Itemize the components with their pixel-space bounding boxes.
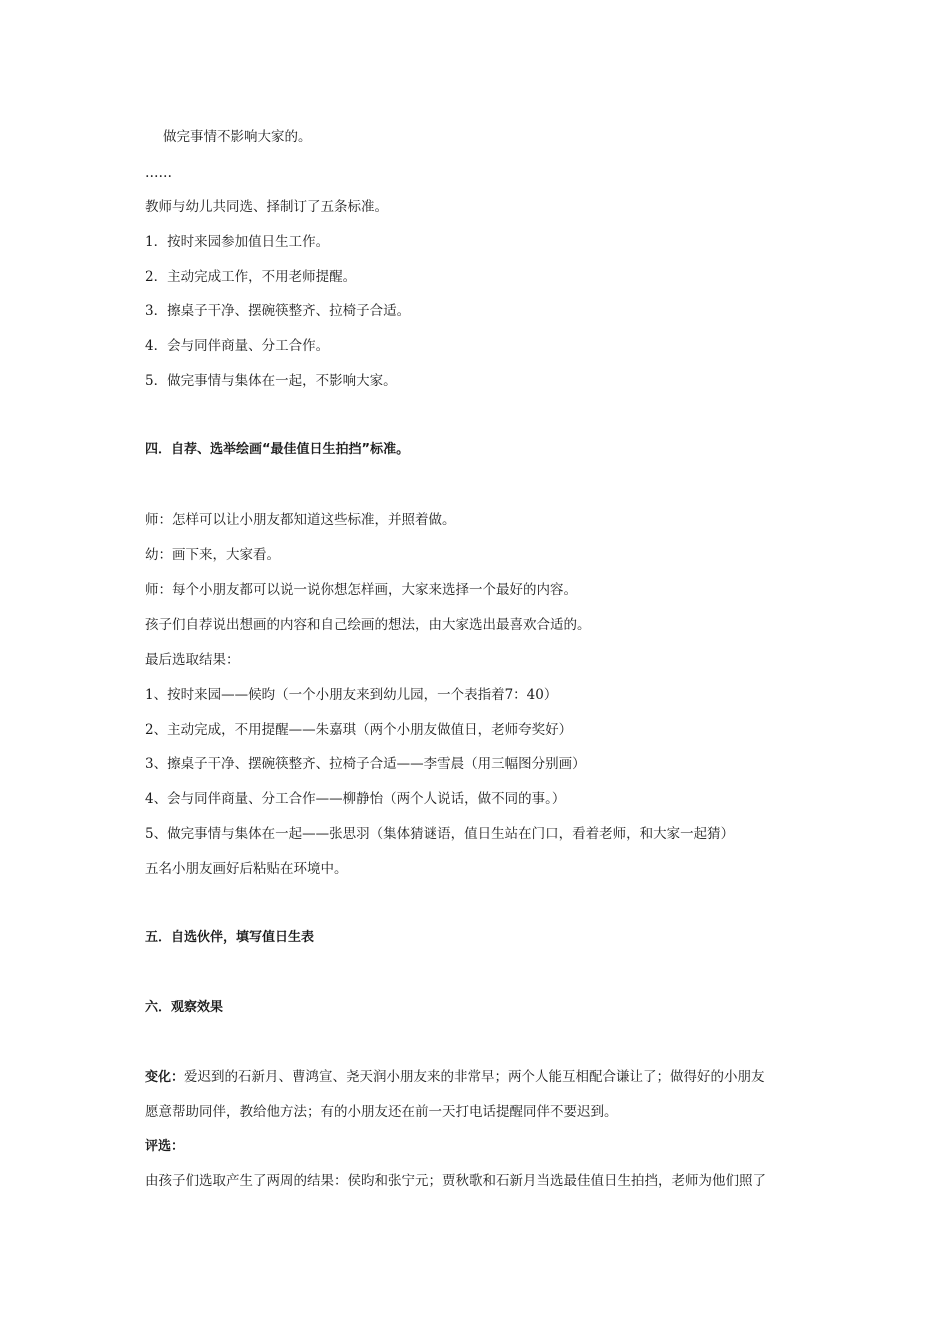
paragraph: 教师与幼儿共同选、择制订了五条标准。	[145, 199, 388, 215]
list-item: 4．会与同伴商量、分工合作。	[145, 338, 330, 354]
paragraph: 最后选取结果：	[145, 652, 240, 668]
section-heading: 六．观察效果	[145, 1000, 224, 1015]
list-item: 1．按时来园参加值日生工作。	[145, 234, 330, 250]
list-item: 5．做完事情与集体在一起，不影响大家。	[145, 373, 397, 389]
section-heading: 四．自荐、选举绘画“最佳值日生拍挡”标准。	[145, 442, 410, 457]
paragraph: 愿意帮助同伴，教给他方法；有的小朋友还在前一天打电话提醒同伴不要迟到。	[145, 1104, 618, 1120]
list-item: 3、擦桌子干净、摆碗筷整齐、拉椅子合适——李雪晨（用三幅图分别画）	[145, 756, 586, 772]
paragraph: 五名小朋友画好后粘贴在环境中。	[145, 861, 348, 877]
list-item: 3．擦桌子干净、摆碗筷整齐、拉椅子合适。	[145, 303, 411, 319]
dialogue-line: 幼：画下来，大家看。	[145, 547, 280, 563]
list-item: 4、会与同伴商量、分工合作——柳静怡（两个人说话，做不同的事。）	[145, 791, 566, 807]
paragraph: 由孩子们选取产生了两周的结果：侯昀和张宁元；贾秋歌和石新月当选最佳值日生拍挡，老师为他们照了	[145, 1173, 766, 1189]
list-item: 5、做完事情与集体在一起——张思羽（集体猜谜语，值日生站在门口，看着老师，和大家一起猜）	[145, 826, 735, 842]
dialogue-line: 师：每个小朋友都可以说一说你想怎样画，大家来选择一个最好的内容。	[145, 582, 577, 598]
dialogue-line: 师：怎样可以让小朋友都知道这些标准，并照着做。	[145, 512, 456, 528]
paragraph: 孩子们自荐说出想画的内容和自己绘画的想法，由大家选出最喜欢合适的。	[145, 617, 591, 633]
change-text: 爱迟到的石新月、曹鸿宣、尧天润小朋友来的非常早；两个人能互相配合谦让了；做得好的小朋友	[184, 1069, 765, 1085]
list-item: 1、按时来园——候昀（一个小朋友来到幼儿园，一个表指着7：40）	[145, 687, 558, 703]
list-item: 2、主动完成，不用提醒——朱嘉琪（两个小朋友做值日，老师夸奖好）	[145, 722, 573, 738]
change-paragraph	[145, 1067, 815, 1088]
list-item: 2．主动完成工作，不用老师提醒。	[145, 269, 357, 285]
paragraph: 做完事情不影响大家的。	[163, 129, 312, 145]
section-heading: 五．自选伙伴，填写值日生表	[145, 930, 315, 945]
change-label: 变化：	[145, 1070, 185, 1085]
ellipsis-paragraph: ……	[145, 165, 172, 181]
eval-label: 评选：	[145, 1139, 185, 1154]
